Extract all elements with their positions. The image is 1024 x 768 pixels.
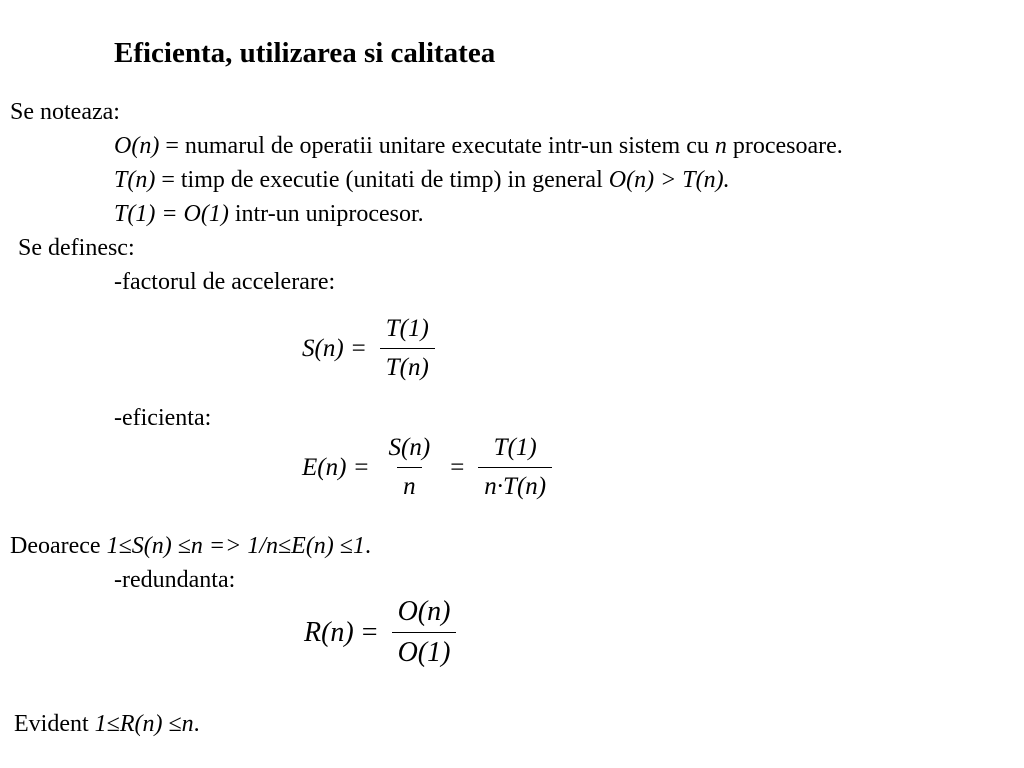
deoarece-line [10, 532, 371, 560]
evident-word: Evident [14, 711, 95, 737]
period: . [723, 167, 730, 193]
page-title: Eficienta, utilizarea si calitatea [114, 37, 496, 69]
efficiency-label: -eficienta: [114, 405, 212, 431]
period: . [193, 711, 200, 737]
notation-line-tn [114, 166, 730, 194]
notation-line-on [114, 132, 843, 160]
formula-lhs: E(n) [302, 453, 347, 481]
notation-line-t1 [114, 200, 424, 228]
fraction-numerator: T(1) [385, 315, 429, 342]
redundancy-label: -redundanta: [114, 567, 236, 593]
definitions-intro: Se definesc: [18, 235, 135, 261]
formula-lhs: R(n) [304, 616, 354, 648]
deoarece-expression: 1≤S(n) ≤n => 1/n≤E(n) ≤1 [106, 533, 365, 559]
inequality: O(n) > T(n) [608, 167, 724, 193]
fraction [392, 596, 457, 669]
notation-intro: Se noteaza: [10, 99, 120, 125]
fraction-numerator: S(n) [388, 434, 431, 461]
fraction [478, 433, 552, 502]
fraction-numerator: O(n) [397, 596, 451, 627]
notation-text: procesoare. [726, 133, 843, 159]
symbol-n: n [714, 133, 727, 159]
fraction-denominator: T(n) [380, 348, 435, 383]
deoarece-word: Deoarece [10, 533, 107, 559]
equals-sign: = [450, 453, 465, 481]
evident-expression: 1≤R(n) ≤n [94, 711, 194, 737]
equals-sign: = [354, 453, 369, 481]
symbol-t1-o1: T(1) = O(1) [114, 201, 229, 227]
equals-sign: = [155, 167, 181, 193]
fraction [380, 314, 435, 383]
fraction-numerator: T(1) [493, 434, 537, 461]
notation-text: numarul de operatii unitare executate intr-un sistem cu [184, 133, 715, 159]
speedup-label: -factorul de accelerare: [114, 269, 336, 295]
notation-text: intr-un uniprocesor. [228, 201, 424, 227]
efficiency-formula [302, 433, 558, 502]
fraction-denominator: n [397, 467, 422, 502]
notation-text: timp de executie (unitati de timp) in general [180, 167, 609, 193]
equals-sign: = [159, 133, 185, 159]
speedup-formula [302, 314, 441, 383]
evident-line [14, 710, 200, 738]
fraction-denominator: O(1) [392, 632, 457, 669]
equals-sign: = [361, 616, 378, 648]
symbol-tn: T(n) [114, 167, 156, 193]
equals-sign: = [351, 334, 366, 362]
symbol-on: O(n) [114, 133, 160, 159]
formula-lhs: S(n) [302, 334, 344, 362]
period: . [364, 533, 371, 559]
redundancy-formula [304, 596, 462, 669]
fraction-denominator: n·T(n) [478, 467, 552, 502]
fraction [383, 433, 437, 502]
